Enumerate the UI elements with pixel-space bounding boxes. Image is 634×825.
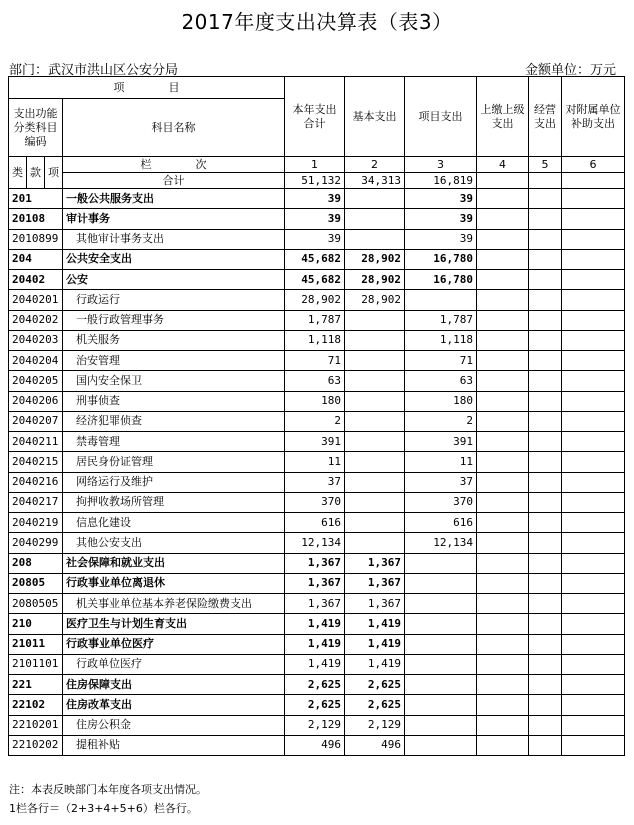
row-basic <box>345 472 405 492</box>
row-code: 201 <box>9 189 63 209</box>
row-subject-name: 国内安全保卫 <box>63 371 285 391</box>
row-operate <box>529 391 562 411</box>
note-1: 注：本表反映部门本年度各项支出情况。 <box>9 783 207 796</box>
row-total: 616 <box>285 513 345 533</box>
row-subject-name: 信息化建设 <box>63 513 285 533</box>
row-upper <box>477 715 529 735</box>
row-operate <box>529 330 562 350</box>
row-code: 2040203 <box>9 330 63 350</box>
amount-unit-label: 金额单位：万元 <box>524 63 616 78</box>
row-subsidy <box>562 189 625 209</box>
row-operate <box>529 432 562 452</box>
row-subject-name: 行政运行 <box>63 290 285 310</box>
row-subject-name: 治安管理 <box>63 351 285 371</box>
row-code: 2040216 <box>9 472 63 492</box>
table-row <box>9 492 625 512</box>
row-upper <box>477 675 529 695</box>
row-subsidy <box>562 533 625 553</box>
table-row <box>9 715 625 735</box>
row-total: 180 <box>285 391 345 411</box>
row-total: 1,367 <box>285 553 345 573</box>
row-subject-name: 刑事侦查 <box>63 391 285 411</box>
row-subsidy <box>562 634 625 654</box>
row-subsidy <box>562 371 625 391</box>
row-subject-name: 其他审计事务支出 <box>63 229 285 249</box>
row-project <box>405 594 477 614</box>
table-row <box>9 614 625 634</box>
row-basic <box>345 310 405 330</box>
header-lan-ci: 栏 次 <box>63 157 285 173</box>
row-subsidy <box>562 553 625 573</box>
row-code: 2040201 <box>9 290 63 310</box>
row-code: 20805 <box>9 573 63 593</box>
col-number-5: 5 <box>529 157 562 173</box>
header-project: 项目支出 <box>405 77 477 157</box>
table-row <box>9 735 625 755</box>
row-project <box>405 634 477 654</box>
header-func-code: 支出功能分类科目编码 <box>9 99 63 157</box>
row-code: 208 <box>9 553 63 573</box>
row-subsidy <box>562 715 625 735</box>
row-basic: 2,625 <box>345 675 405 695</box>
row-upper <box>477 695 529 715</box>
row-project: 370 <box>405 492 477 512</box>
row-basic: 28,902 <box>345 249 405 269</box>
table-row <box>9 411 625 431</box>
row-upper <box>477 432 529 452</box>
row-basic: 496 <box>345 735 405 755</box>
row-total: 37 <box>285 472 345 492</box>
row-subsidy <box>562 492 625 512</box>
row-upper <box>477 290 529 310</box>
total-project: 16,819 <box>405 173 477 189</box>
header-row-lanci <box>9 157 625 173</box>
row-code: 2080505 <box>9 594 63 614</box>
row-operate <box>529 715 562 735</box>
row-project: 2 <box>405 411 477 431</box>
row-basic: 2,129 <box>345 715 405 735</box>
header-item: 项 目 <box>9 77 285 99</box>
row-subject-name: 一般公共服务支出 <box>63 189 285 209</box>
table-row <box>9 553 625 573</box>
row-subject-name: 其他公安支出 <box>63 533 285 553</box>
row-subsidy <box>562 675 625 695</box>
row-project: 1,118 <box>405 330 477 350</box>
table-row <box>9 189 625 209</box>
row-subsidy <box>562 452 625 472</box>
row-basic <box>345 513 405 533</box>
row-subject-name: 公共安全支出 <box>63 249 285 269</box>
total-basic: 34,313 <box>345 173 405 189</box>
row-subsidy <box>562 351 625 371</box>
table-row <box>9 513 625 533</box>
row-subject-name: 提租补贴 <box>63 735 285 755</box>
row-operate <box>529 310 562 330</box>
row-code: 22102 <box>9 695 63 715</box>
page-title: 2017年度支出决算表（表3） <box>181 10 453 34</box>
row-subsidy <box>562 513 625 533</box>
row-operate <box>529 553 562 573</box>
header-total: 本年支出合计 <box>285 77 345 157</box>
row-upper <box>477 189 529 209</box>
row-basic <box>345 330 405 350</box>
col-number-3: 3 <box>405 157 477 173</box>
table-row <box>9 573 625 593</box>
row-basic: 1,419 <box>345 634 405 654</box>
row-project: 391 <box>405 432 477 452</box>
row-total: 45,682 <box>285 249 345 269</box>
row-subject-name: 一般行政管理事务 <box>63 310 285 330</box>
row-subsidy <box>562 695 625 715</box>
col-number-1: 1 <box>285 157 345 173</box>
row-code: 20402 <box>9 270 63 290</box>
row-subsidy <box>562 594 625 614</box>
header-subject-name: 科目名称 <box>63 99 285 157</box>
row-operate <box>529 270 562 290</box>
row-basic: 2,625 <box>345 695 405 715</box>
header-row-1 <box>9 77 625 99</box>
row-subsidy <box>562 249 625 269</box>
row-code: 2040215 <box>9 452 63 472</box>
table-row <box>9 533 625 553</box>
row-code: 2210201 <box>9 715 63 735</box>
row-subject-name: 公安 <box>63 270 285 290</box>
row-basic <box>345 351 405 371</box>
row-total: 391 <box>285 432 345 452</box>
row-subsidy <box>562 614 625 634</box>
row-project: 1,787 <box>405 310 477 330</box>
row-project: 11 <box>405 452 477 472</box>
row-total: 1,367 <box>285 573 345 593</box>
row-basic <box>345 411 405 431</box>
table-row <box>9 351 625 371</box>
row-project: 180 <box>405 391 477 411</box>
row-operate <box>529 533 562 553</box>
header-kuan: 款 <box>27 157 45 189</box>
row-project <box>405 695 477 715</box>
row-operate <box>529 209 562 229</box>
row-basic: 1,419 <box>345 654 405 674</box>
row-subject-name: 住房改革支出 <box>63 695 285 715</box>
row-operate <box>529 634 562 654</box>
table-row <box>9 209 625 229</box>
row-subsidy <box>562 472 625 492</box>
row-basic <box>345 229 405 249</box>
row-operate <box>529 492 562 512</box>
row-upper <box>477 513 529 533</box>
row-code: 20108 <box>9 209 63 229</box>
table-row <box>9 634 625 654</box>
row-project: 39 <box>405 229 477 249</box>
row-project <box>405 675 477 695</box>
row-upper <box>477 553 529 573</box>
row-basic <box>345 391 405 411</box>
row-operate <box>529 573 562 593</box>
header-upper: 上缴上级支出 <box>477 77 529 157</box>
row-project <box>405 290 477 310</box>
row-project: 16,780 <box>405 249 477 269</box>
row-basic <box>345 209 405 229</box>
row-subsidy <box>562 391 625 411</box>
row-subsidy <box>562 432 625 452</box>
row-total: 71 <box>285 351 345 371</box>
table-row <box>9 654 625 674</box>
row-code: 2040204 <box>9 351 63 371</box>
row-basic: 1,367 <box>345 594 405 614</box>
total-label: 合计 <box>63 173 285 189</box>
row-subsidy <box>562 735 625 755</box>
row-total: 39 <box>285 229 345 249</box>
table-row <box>9 695 625 715</box>
row-project <box>405 614 477 634</box>
table-row <box>9 432 625 452</box>
table-row <box>9 249 625 269</box>
row-upper <box>477 533 529 553</box>
row-operate <box>529 513 562 533</box>
row-upper <box>477 270 529 290</box>
table-row <box>9 675 625 695</box>
col-number-4: 4 <box>477 157 529 173</box>
header-basic: 基本支出 <box>345 77 405 157</box>
row-operate <box>529 249 562 269</box>
row-subject-name: 机关服务 <box>63 330 285 350</box>
row-total: 496 <box>285 735 345 755</box>
table-row <box>9 270 625 290</box>
row-upper <box>477 614 529 634</box>
row-upper <box>477 310 529 330</box>
row-subject-name: 经济犯罪侦查 <box>63 411 285 431</box>
col-number-6: 6 <box>562 157 625 173</box>
row-subsidy <box>562 573 625 593</box>
row-operate <box>529 735 562 755</box>
row-operate <box>529 614 562 634</box>
row-basic <box>345 432 405 452</box>
row-subsidy <box>562 290 625 310</box>
row-subject-name: 住房保障支出 <box>63 675 285 695</box>
row-code: 204 <box>9 249 63 269</box>
row-project: 39 <box>405 189 477 209</box>
row-project <box>405 573 477 593</box>
row-total: 2 <box>285 411 345 431</box>
row-operate <box>529 675 562 695</box>
row-upper <box>477 452 529 472</box>
row-total: 1,419 <box>285 614 345 634</box>
row-subject-name: 社会保障和就业支出 <box>63 553 285 573</box>
row-upper <box>477 594 529 614</box>
row-operate <box>529 290 562 310</box>
header-subsidy: 对附属单位补助支出 <box>562 77 625 157</box>
row-project <box>405 553 477 573</box>
row-subject-name: 住房公积金 <box>63 715 285 735</box>
row-code: 21011 <box>9 634 63 654</box>
row-upper <box>477 411 529 431</box>
row-subject-name: 审计事务 <box>63 209 285 229</box>
row-operate <box>529 229 562 249</box>
row-upper <box>477 654 529 674</box>
row-basic <box>345 371 405 391</box>
row-upper <box>477 391 529 411</box>
row-upper <box>477 371 529 391</box>
row-total: 1,419 <box>285 654 345 674</box>
row-total: 1,118 <box>285 330 345 350</box>
row-code: 2040205 <box>9 371 63 391</box>
table-row <box>9 391 625 411</box>
row-upper <box>477 634 529 654</box>
row-subsidy <box>562 229 625 249</box>
row-subsidy <box>562 411 625 431</box>
table-row <box>9 310 625 330</box>
row-subject-name: 行政单位医疗 <box>63 654 285 674</box>
total-row <box>9 173 625 189</box>
row-total: 2,625 <box>285 675 345 695</box>
row-basic <box>345 533 405 553</box>
row-total: 45,682 <box>285 270 345 290</box>
row-basic <box>345 492 405 512</box>
row-basic: 1,367 <box>345 573 405 593</box>
row-code: 2010899 <box>9 229 63 249</box>
header-operate: 经营支出 <box>529 77 562 157</box>
row-total: 39 <box>285 189 345 209</box>
row-subject-name: 医疗卫生与计划生育支出 <box>63 614 285 634</box>
total-value: 51,132 <box>285 173 345 189</box>
row-total: 1,367 <box>285 594 345 614</box>
table-row <box>9 330 625 350</box>
row-project: 12,134 <box>405 533 477 553</box>
row-code: 2210202 <box>9 735 63 755</box>
row-total: 2,625 <box>285 695 345 715</box>
row-upper <box>477 472 529 492</box>
row-code: 2040299 <box>9 533 63 553</box>
header-xiang: 项 <box>45 157 63 189</box>
row-basic: 28,902 <box>345 290 405 310</box>
row-upper <box>477 351 529 371</box>
row-project <box>405 715 477 735</box>
row-total: 39 <box>285 209 345 229</box>
row-project <box>405 654 477 674</box>
table-row <box>9 472 625 492</box>
row-basic <box>345 189 405 209</box>
row-basic: 28,902 <box>345 270 405 290</box>
table-row <box>9 229 625 249</box>
expenditure-table <box>8 76 625 756</box>
row-operate <box>529 189 562 209</box>
row-total: 12,134 <box>285 533 345 553</box>
row-subsidy <box>562 209 625 229</box>
table-row <box>9 452 625 472</box>
note-2: 1栏各行＝（2+3+4+5+6）栏各行。 <box>9 802 198 815</box>
row-total: 370 <box>285 492 345 512</box>
row-total: 2,129 <box>285 715 345 735</box>
row-code: 221 <box>9 675 63 695</box>
table-row <box>9 371 625 391</box>
row-code: 2040206 <box>9 391 63 411</box>
row-subsidy <box>562 270 625 290</box>
row-code: 210 <box>9 614 63 634</box>
row-project: 39 <box>405 209 477 229</box>
row-code: 2040211 <box>9 432 63 452</box>
row-basic: 1,419 <box>345 614 405 634</box>
row-operate <box>529 472 562 492</box>
row-subsidy <box>562 330 625 350</box>
header-lei: 类 <box>9 157 27 189</box>
row-operate <box>529 654 562 674</box>
row-operate <box>529 594 562 614</box>
row-project: 16,780 <box>405 270 477 290</box>
row-total: 1,419 <box>285 634 345 654</box>
row-code: 2101101 <box>9 654 63 674</box>
row-subject-name: 居民身份证管理 <box>63 452 285 472</box>
row-operate <box>529 371 562 391</box>
row-upper <box>477 330 529 350</box>
row-subject-name: 网络运行及维护 <box>63 472 285 492</box>
row-total: 28,902 <box>285 290 345 310</box>
col-number-2: 2 <box>345 157 405 173</box>
row-upper <box>477 492 529 512</box>
row-subject-name: 禁毒管理 <box>63 432 285 452</box>
row-basic: 1,367 <box>345 553 405 573</box>
row-upper <box>477 229 529 249</box>
row-project <box>405 735 477 755</box>
row-operate <box>529 411 562 431</box>
row-code: 2040217 <box>9 492 63 512</box>
row-upper <box>477 573 529 593</box>
row-project: 616 <box>405 513 477 533</box>
row-code: 2040202 <box>9 310 63 330</box>
table-row <box>9 290 625 310</box>
row-total: 63 <box>285 371 345 391</box>
row-code: 2040207 <box>9 411 63 431</box>
row-upper <box>477 249 529 269</box>
table-row <box>9 594 625 614</box>
row-project: 71 <box>405 351 477 371</box>
row-operate <box>529 695 562 715</box>
row-total: 1,787 <box>285 310 345 330</box>
row-project: 37 <box>405 472 477 492</box>
row-subsidy <box>562 310 625 330</box>
row-operate <box>529 351 562 371</box>
row-subject-name: 行政事业单位离退休 <box>63 573 285 593</box>
department-label: 部门：武汉市洪山区公安分局 <box>9 63 179 78</box>
row-project: 63 <box>405 371 477 391</box>
row-subject-name: 行政事业单位医疗 <box>63 634 285 654</box>
row-subject-name: 机关事业单位基本养老保险缴费支出 <box>63 594 285 614</box>
row-total: 11 <box>285 452 345 472</box>
row-upper <box>477 735 529 755</box>
row-operate <box>529 452 562 472</box>
row-code: 2040219 <box>9 513 63 533</box>
row-subsidy <box>562 654 625 674</box>
row-basic <box>345 452 405 472</box>
row-upper <box>477 209 529 229</box>
row-subject-name: 拘押收教场所管理 <box>63 492 285 512</box>
